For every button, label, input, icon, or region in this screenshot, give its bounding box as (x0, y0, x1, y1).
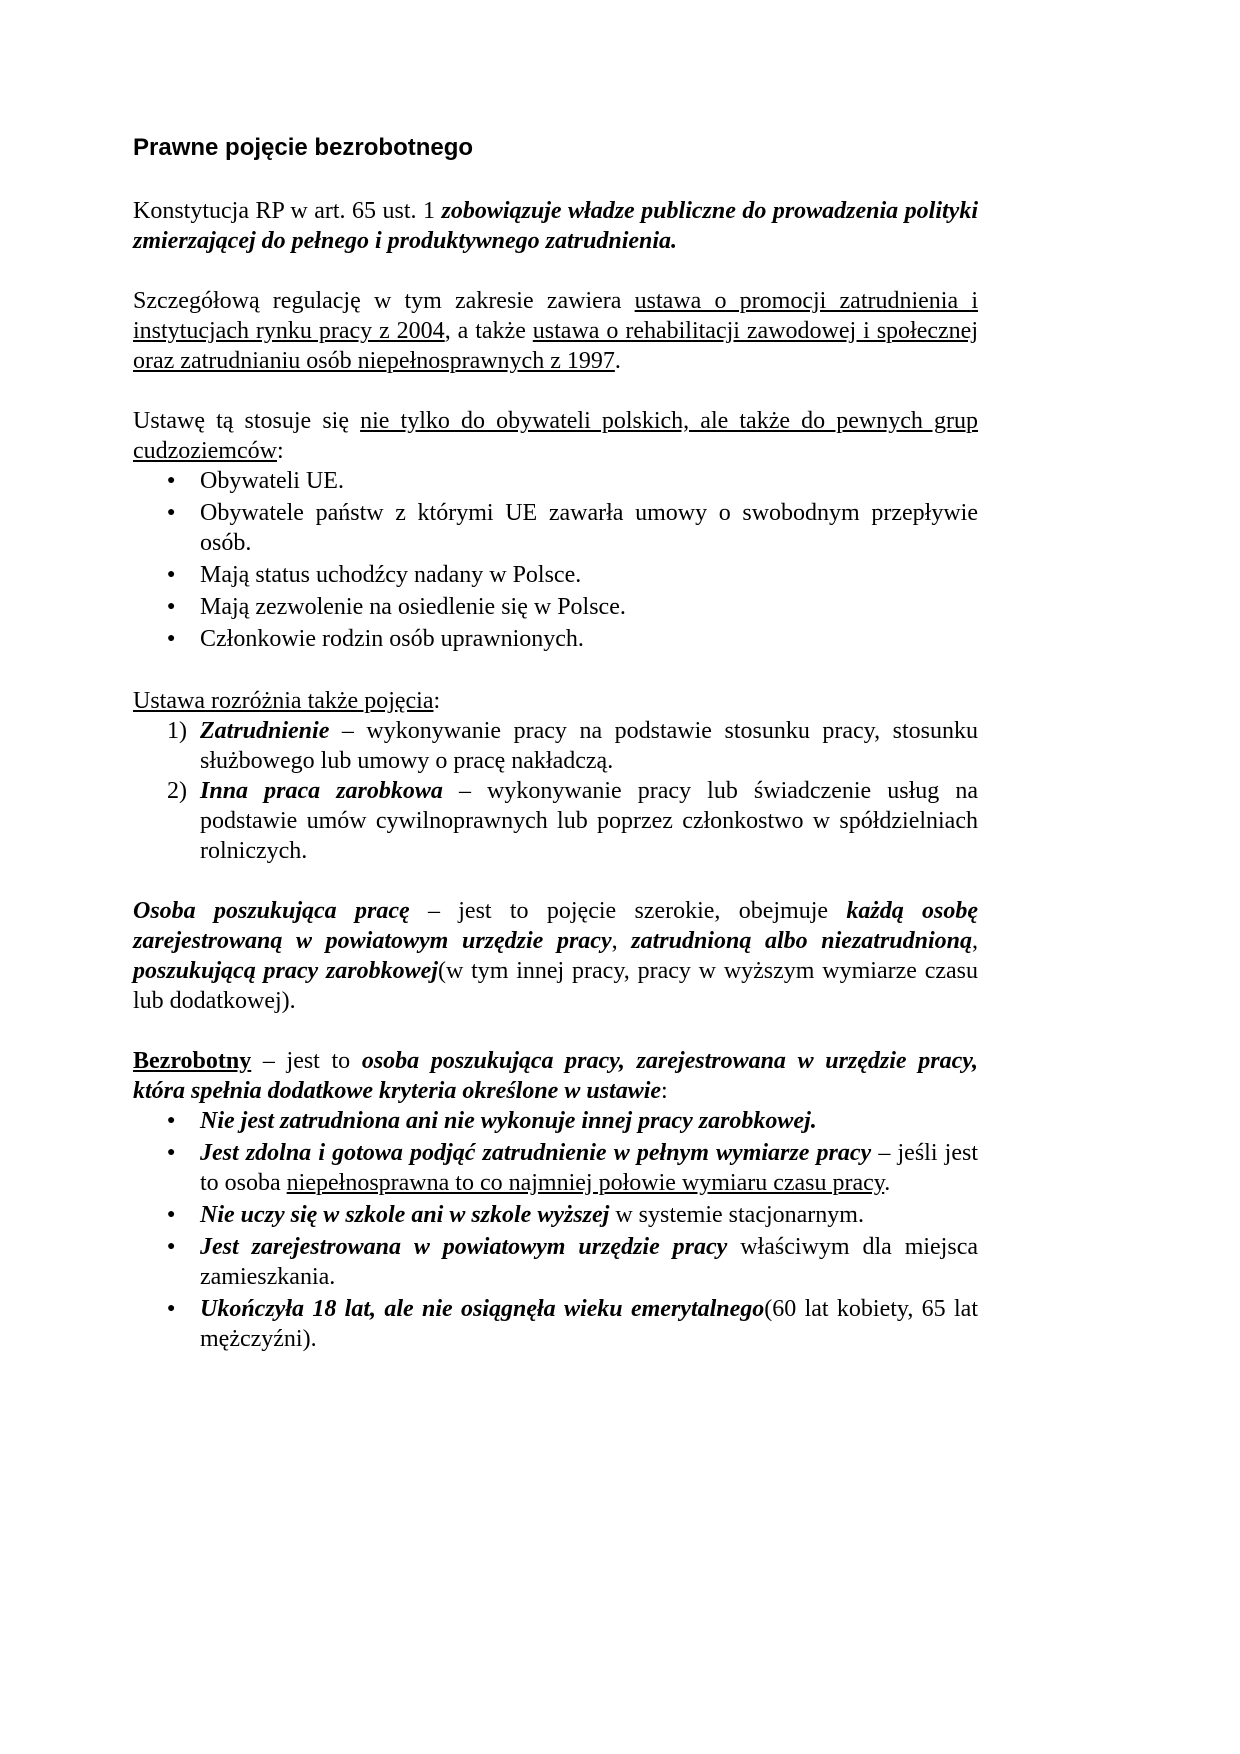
paragraph-job-seeker (133, 896, 978, 1016)
spacer (133, 866, 978, 896)
text: , (611, 928, 632, 954)
emphasis: Ukończyła 18 lat, ale nie osiągnęła wieku emerytalnego (200, 1296, 765, 1322)
text: właściwym dla miejsca zamieszkania. (200, 1234, 978, 1290)
text: . (884, 1170, 891, 1196)
text: – jeśli jest to osoba (200, 1140, 978, 1196)
text: . (614, 348, 621, 374)
list-item: ● Członkowie rodzin osób uprawnionych. (133, 624, 978, 654)
text: : (661, 1078, 668, 1104)
concepts-list (133, 716, 978, 866)
emphasis: Jest zdolna i gotowa podjąć zatrudnienie w pełnym wymiarze pracy (200, 1140, 872, 1166)
spacer (133, 656, 978, 686)
text: , a także (444, 318, 533, 344)
list-item (133, 1232, 978, 1292)
list-item: ● Mają zezwolenie na osiedlenie się w Polsce. (133, 592, 978, 622)
text: Konstytucja RP w art. 65 ust. 1 (133, 198, 442, 224)
paragraph-concepts-intro (133, 686, 978, 716)
act-2004: ustawa o promocji zatrudnienia i instytucjach rynku pracy z 2004 (133, 288, 978, 344)
emphasis: Nie jest zatrudniona ani nie wykonuje innej pracy zarobkowej (200, 1108, 811, 1134)
document-page (133, 130, 978, 1356)
paragraph-regulation (133, 286, 978, 376)
paragraph-scope (133, 406, 978, 466)
text: Szczegółową regulację w tym zakresie zawiera (133, 288, 635, 314)
spacer (133, 256, 978, 286)
page-title: Prawne pojęcie bezrobotnego (133, 134, 474, 161)
text: : (276, 438, 284, 464)
text: (w tym innej pracy, pracy w wyższym wymiarze czasu lub dodatkowej). (133, 958, 978, 1014)
term: Inna praca zarobkowa (200, 778, 443, 804)
text: (60 lat kobiety, 65 lat mężczyźni). (200, 1296, 978, 1352)
definition: – wykonywanie pracy lub świadczenie usług na podstawie umów cywilnoprawnych lub poprzez członkostwo w spółdzielniach rolniczych. (200, 778, 979, 864)
text: . (810, 1108, 817, 1134)
text: , (972, 928, 979, 954)
list-item (133, 1294, 978, 1354)
paragraph-constitution (133, 196, 978, 256)
list-number: 1) (167, 718, 187, 744)
act-1997: ustawa o rehabilitacji zawodowej i społecznej oraz zatrudnianiu osób niepełnosprawnych z 1997 (133, 318, 978, 374)
emphasis: osoba poszukująca pracy, zarejestrowana w urzędzie pracy, która spełnia dodatkowe kryteria określone w ustawie (133, 1048, 978, 1104)
text: – jest to pojęcie szerokie, obejmuje (409, 898, 847, 924)
emphasis: Jest zarejestrowana w powiatowym urzędzie pracy (200, 1234, 728, 1260)
text: Ustawę tą stosuje się (133, 408, 361, 434)
foreigner-groups-list (133, 466, 978, 654)
text: : (433, 688, 441, 714)
text: w systemie stacjonarnym. (609, 1202, 864, 1228)
emphasis: zatrudnioną albo niezatrudnioną (631, 928, 973, 954)
emphasis: zobowiązuje władze publiczne do prowadzenia polityki zmierzającej do pełnego i produktywnego zatrudnienia. (133, 198, 978, 254)
emphasis: każdą osobę zarejestrowaną w powiatowym urzędzie pracy (133, 898, 978, 954)
scope-underlined: nie tylko do obywateli polskich, ale także do pewnych grup cudzoziemców (133, 408, 978, 464)
list-item (133, 716, 978, 776)
emphasis: Nie uczy się w szkole ani w szkole wyższej (200, 1202, 610, 1228)
list-item (133, 1138, 978, 1198)
term: Osoba poszukująca pracę (133, 898, 410, 924)
list-item: ● Obywateli UE. (133, 466, 978, 496)
spacer (133, 1016, 978, 1046)
term: Bezrobotny (133, 1048, 252, 1074)
list-item: ● Obywatele państw z którymi UE zawarła umowy o swobodnym przepływie osób. (133, 498, 978, 558)
criteria-list (133, 1106, 978, 1354)
emphasis: poszukującą pracy zarobkowej (133, 958, 438, 984)
list-number: 2) (167, 778, 187, 804)
list-item: ● Mają status uchodźcy nadany w Polsce. (133, 560, 978, 590)
list-item (133, 1200, 978, 1230)
definition: – wykonywanie pracy na podstawie stosunku pracy, stosunku służbowego lub umowy o pracę nakładczą. (200, 718, 978, 774)
list-item (133, 1106, 978, 1136)
term: Zatrudnienie (200, 718, 330, 744)
paragraph-unemployed (133, 1046, 978, 1106)
list-item (133, 776, 978, 866)
spacer (133, 376, 978, 406)
text: Ustawa rozróżnia także pojęcia (133, 688, 434, 714)
underlined: niepełnosprawna to co najmniej połowie wymiaru czasu pracy (286, 1170, 885, 1196)
text: – jest to (251, 1048, 362, 1074)
